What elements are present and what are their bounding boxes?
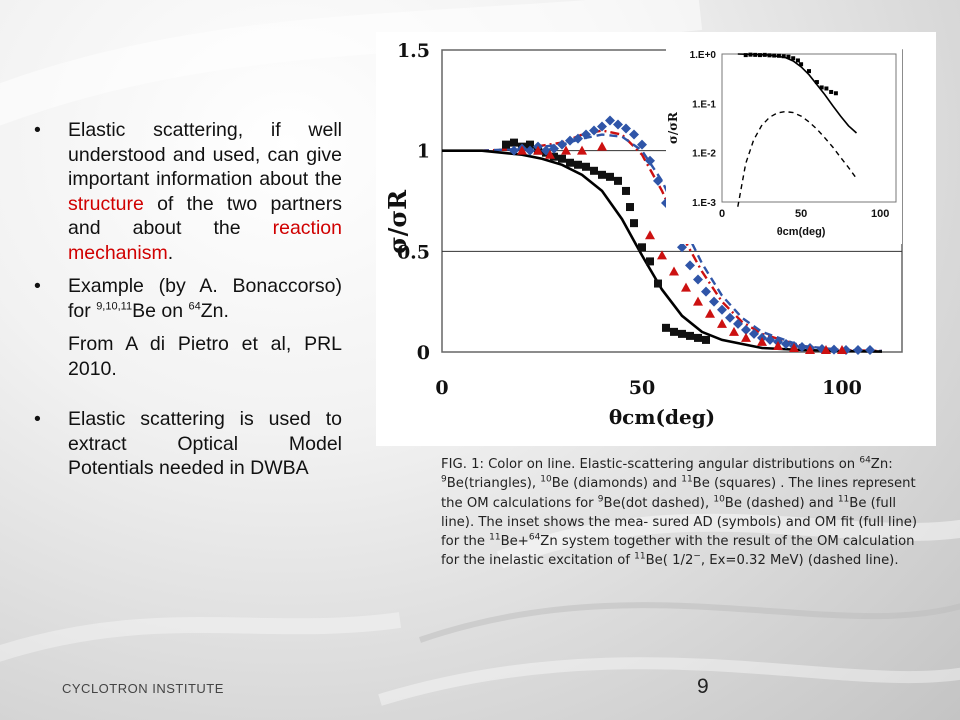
y-tick-label: 0	[416, 342, 430, 364]
inset-background	[666, 40, 902, 244]
data-point-triangle	[645, 230, 655, 239]
data-point-square	[510, 139, 518, 147]
data-point-diamond	[589, 126, 599, 136]
inset-data-point	[824, 86, 828, 90]
inset-data-point	[791, 56, 795, 60]
data-point-square	[662, 324, 670, 332]
inset-data-point	[829, 90, 833, 94]
inset-x-tick-label: 50	[794, 208, 808, 220]
inset-data-point	[807, 69, 811, 73]
data-point-square	[598, 171, 606, 179]
inset-x-tick-label: 0	[718, 208, 726, 220]
x-axis-label: θcm(deg)	[608, 405, 716, 429]
bullet-dot: •	[34, 275, 41, 297]
highlight-structure: structure	[68, 192, 144, 215]
data-point-diamond	[701, 287, 711, 297]
data-point-triangle	[693, 297, 703, 306]
data-point-diamond	[853, 345, 863, 355]
reference-text: From A di Pietro et al, PRL 2010.	[68, 333, 342, 380]
y-tick-label: 0.5	[396, 241, 430, 264]
inset-data-point	[753, 53, 757, 57]
data-point-square	[582, 163, 590, 171]
figure-caption: FIG. 1: Color on line. Elastic-scattering angular distributions on $^{64}$Zn: $^9$Be(triangles), $^{10}$Be (diamonds) and $^{11}$Be (squares) . The lines represent the OM calculations for $^9$Be(dot dashed), $^{10}$Be (dashed) and $^{11}$Be (full line). The inset shows the mea- sured AD (symbols) and OM fit (full line) for the $^{11}$Be+$^{64}$Zn system together with the result of the OM calculation for the inelastic excitation of $^{11}$Be( 1/2−, Ex=0.32 MeV) (dashed line).	[441, 455, 917, 569]
data-point-diamond	[629, 130, 639, 140]
inset-y-tick-label: 1.E-3	[692, 198, 716, 209]
inset-y-tick-label: 1.E-2	[692, 148, 716, 160]
inset-data-point	[815, 80, 819, 84]
inset-data-point	[763, 53, 767, 57]
y-axis-label: σ/σR	[383, 189, 412, 255]
inset-data-point	[767, 53, 771, 57]
data-point-triangle	[681, 283, 691, 292]
scattering-chart	[376, 32, 936, 446]
inset-data-point	[834, 91, 838, 95]
data-point-diamond	[829, 345, 839, 355]
data-point-square	[670, 328, 678, 336]
data-point-diamond	[621, 124, 631, 134]
data-point-diamond	[685, 260, 695, 270]
inset-x-axis-label: θcm(deg)	[776, 226, 826, 238]
y-tick-label: 1	[416, 140, 430, 163]
inset-y-tick-label: 1.E-1	[692, 99, 716, 111]
y-tick-label: 1.5	[396, 40, 430, 62]
data-point-square	[502, 141, 510, 149]
x-tick-label: 100	[822, 377, 862, 399]
data-point-triangle	[717, 319, 727, 328]
data-point-square	[694, 334, 702, 342]
x-tick-label: 0	[435, 377, 449, 399]
inset-data-point	[782, 54, 786, 58]
data-point-square	[638, 243, 646, 251]
inset-plot	[666, 40, 902, 244]
data-point-square	[686, 332, 694, 340]
bullet-dot: •	[34, 408, 41, 430]
x-tick-label: 50	[628, 377, 656, 399]
data-point-triangle	[577, 146, 587, 155]
highlight-reaction-mechanism: reaction mechanism	[68, 217, 342, 264]
data-point-square	[646, 257, 654, 265]
data-point-diamond	[653, 176, 663, 186]
data-point-square	[566, 159, 574, 167]
data-point-square	[626, 203, 634, 211]
inset-data-point	[796, 58, 800, 62]
bullet-list	[30, 118, 342, 490]
inset-data-point	[799, 62, 803, 66]
inset-data-point	[786, 55, 790, 59]
data-point-square	[606, 173, 614, 181]
page-number: 9	[697, 675, 709, 698]
data-point-square	[630, 219, 638, 227]
bullet-dot: •	[34, 119, 41, 141]
inset-data-point	[744, 53, 748, 57]
data-point-diamond	[605, 115, 615, 125]
bullet-example: • Example (by A. Bonaccorso) for $^{9,10,11}$Be on $^{64}$Zn.	[34, 275, 342, 322]
data-point-square	[614, 177, 622, 185]
figure-panel	[376, 32, 936, 446]
data-point-triangle	[669, 266, 679, 275]
data-point-diamond	[613, 119, 623, 129]
inset-data-point	[748, 53, 752, 57]
data-point-diamond	[709, 297, 719, 307]
inset-data-point	[772, 54, 776, 58]
bullet-elastic-scattering: • Elastic scattering, if well understood and used, can give important information about the structure of the two partners and about the reaction mechanism.	[34, 119, 342, 264]
footer-institute: CYCLOTRON INSTITUTE	[62, 681, 224, 696]
data-point-diamond	[693, 275, 703, 285]
data-point-square	[622, 187, 630, 195]
data-point-square	[702, 336, 710, 344]
inset-data-point	[777, 54, 781, 58]
data-point-triangle	[705, 309, 715, 318]
inset-data-point	[820, 85, 824, 89]
bullet-optical-model: • Elastic scattering is used to extract Optical Model Potentials needed in DWBA	[34, 408, 342, 479]
inset-data-point	[758, 53, 762, 57]
data-point-square	[678, 330, 686, 338]
data-point-square	[558, 155, 566, 163]
inset-x-tick-label: 100	[871, 208, 890, 220]
data-point-square	[574, 161, 582, 169]
data-point-diamond	[865, 345, 875, 355]
data-point-square	[590, 167, 598, 175]
data-point-diamond	[725, 313, 735, 323]
inset-y-tick-label: 1.E+0	[689, 50, 716, 61]
inset-y-axis-label: σ/σR	[666, 111, 680, 145]
data-point-triangle	[597, 142, 607, 151]
data-point-square	[654, 280, 662, 288]
